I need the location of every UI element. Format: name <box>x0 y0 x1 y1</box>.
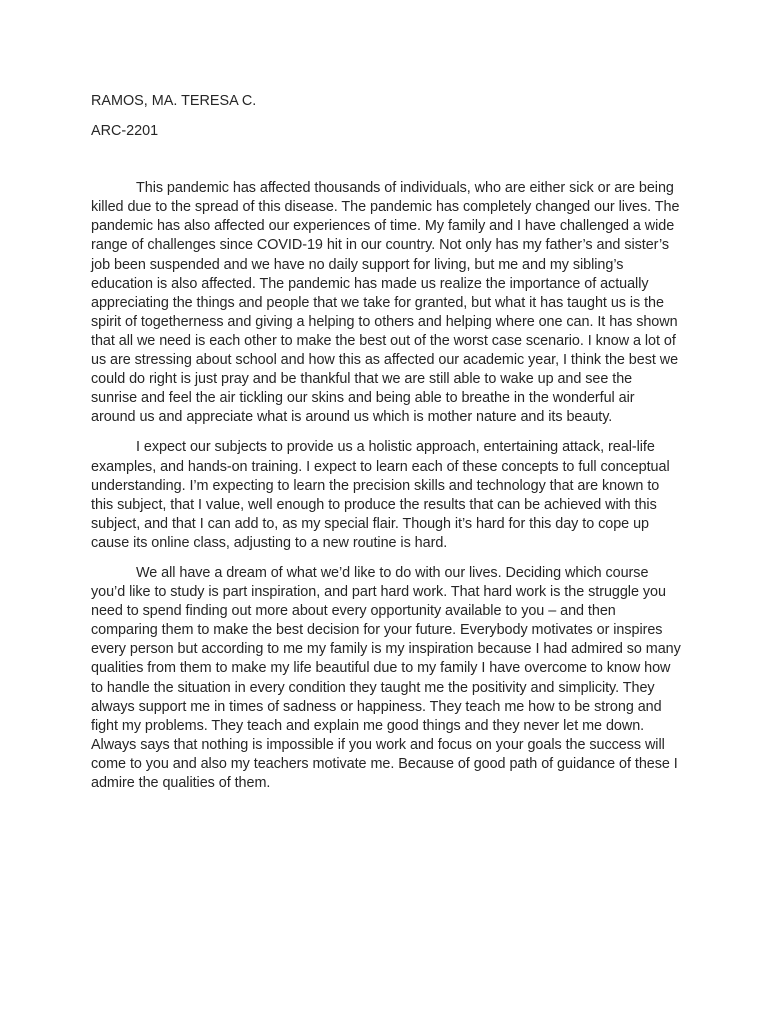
paragraph-inspiration: We all have a dream of what we’d like to do with our lives. Deciding which course you’d like to study is part inspiration, and part hard work. That hard work is the struggle you need to spend finding out more about every opportunity available to you – and then comparing them to make the best decision for your future. Everybody motivates or inspires every person but according to me my family is my inspiration because I had admired so many qualities from them to make my life beautiful due to my family I have overcome to know how to handle the situation in every condition they taught me the positivity and simplicity. They always support me in times of sadness or happiness. They teach me how to be strong and fight my problems. They teach and explain me good things and they never let me down. Always says that nothing is impossible if you work and focus on your goals the success will come to you and also my teachers motivate me. Because of good path of guidance of these I admire the qualities of them. <box>91 564 681 791</box>
section-code: ARC-2201 <box>91 123 159 140</box>
header-spacer <box>91 152 681 179</box>
paragraph-pandemic: This pandemic has affected thousands of individuals, who are either sick or are being killed due to the spread of this disease. The pandemic has completely changed our lives. The pandemic has also affected our experiences of time. My family and I have challenged a wide range of challenges since COVID-19 hit in our country. Not only has my father’s and sister’s job been suspended and we have no daily support for living, but me and my sibling’s education is also affected. The pandemic has made us realize the importance of actually appreciating the things and people that we take for granted, but what it has taught us is the spirit of togetherness and giving a helping to others and helping where one can. It has shown that all we need is each other to make the best out of the worst case scenario. I know a lot of us are stressing about school and how this as affected our academic year, I think the best we could do right is just pray and be thankful that we are still able to wake up and see the sunrise and feel the air tickling our skins and being able to breathe in the wonderful air around us and appreciate what is around us which is mother nature and its beauty. <box>91 180 680 426</box>
author-name: RAMOS, MA. TERESA C. <box>91 93 257 109</box>
paragraph-expectations: I expect our subjects to provide us a holistic approach, entertaining attack, real-life examples, and hands-on training. I expect to learn each of these concepts to full conceptual understanding. I’m expecting to learn the precision skills and technology that are known to this subject, that I value, well enough to produce the results that can be achieved with this subject, and that I can add to, as my special flair. Though it’s hard for this day to cope up cause its online class, adjusting to a new routine is hard. <box>91 439 670 551</box>
document-body <box>91 92 681 804</box>
